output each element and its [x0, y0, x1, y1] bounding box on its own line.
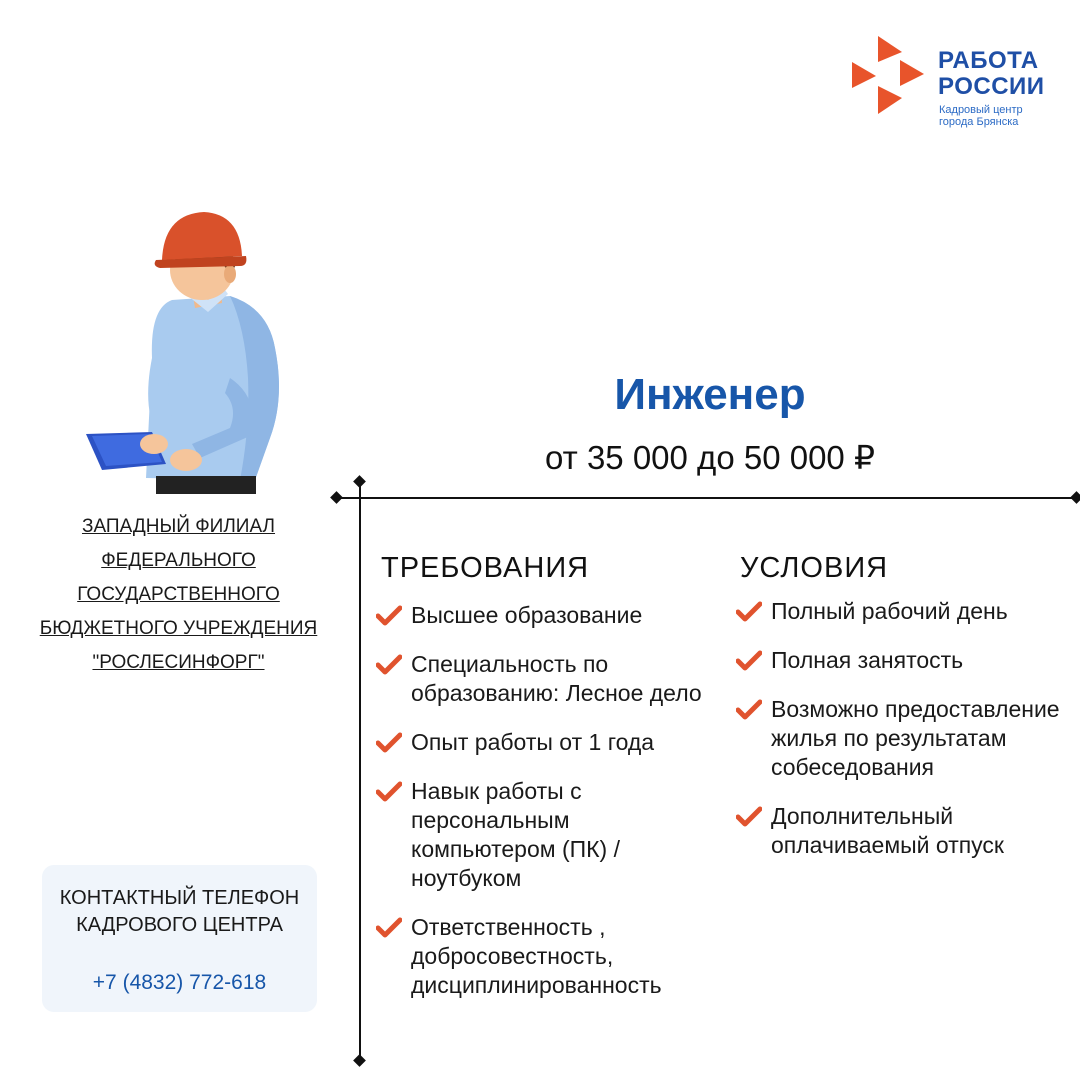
contact-title-line2: КАДРОВОГО ЦЕНТРА	[76, 914, 283, 936]
logo-title	[938, 48, 1045, 100]
condition-text: Полная занятость	[771, 647, 964, 673]
list-item	[376, 913, 716, 1000]
requirement-text: Высшее образование	[411, 602, 643, 628]
requirement-text: Специальность по образованию: Лесное дело	[411, 651, 702, 706]
checkmark-icon	[376, 917, 402, 939]
logo-title-line2: РОССИИ	[938, 73, 1045, 100]
checkmark-icon	[736, 806, 762, 828]
contact-title	[42, 885, 317, 939]
list-item	[736, 802, 1076, 860]
checkmark-icon	[376, 654, 402, 676]
company-line-1: ЗАПАДНЫЙ ФИЛИАЛ	[81, 516, 276, 537]
condition-text: Полный рабочий день	[771, 598, 1008, 624]
checkmark-icon	[376, 781, 402, 803]
divider-diamond-top	[353, 475, 366, 488]
list-item	[736, 695, 1076, 782]
contact-box	[42, 865, 317, 1012]
contact-title-line1: КОНТАКТНЫЙ ТЕЛЕФОН	[59, 887, 300, 909]
checkmark-icon	[736, 650, 762, 672]
logo-subtitle	[939, 104, 1023, 128]
logo-subtitle-line1: Кадровый центр	[939, 104, 1023, 116]
contact-phone[interactable]: +7 (4832) 772-618	[92, 971, 267, 994]
checkmark-icon	[376, 605, 402, 627]
divider-diamond-right	[1070, 491, 1080, 504]
job-title: Инженер	[614, 370, 806, 419]
company-line-4: БЮДЖЕТНОГО УЧРЕЖДЕНИЯ	[39, 618, 318, 639]
engineer-with-tablet-illustration	[80, 208, 300, 503]
company-line-5: "РОСЛЕСИНФОРГ"	[92, 652, 265, 673]
salary-range: от 35 000 до 50 000 ₽	[545, 439, 875, 476]
rabota-rossii-logo-icon	[848, 34, 930, 116]
horizontal-divider	[336, 497, 1080, 499]
requirement-text: Опыт работы от 1 года	[411, 729, 655, 755]
list-item	[376, 650, 716, 708]
requirements-heading: ТРЕБОВАНИЯ	[381, 552, 590, 584]
conditions-heading: УСЛОВИЯ	[740, 552, 889, 584]
divider-diamond-bottom	[353, 1054, 366, 1067]
list-item	[736, 646, 1076, 675]
list-item	[376, 601, 716, 630]
list-item	[376, 777, 716, 893]
requirement-text: Навык работы с персональным компьютером (ПК) / ноутбуком	[411, 778, 620, 891]
conditions-list	[736, 597, 1076, 880]
list-item	[376, 728, 716, 757]
condition-text: Дополнительный оплачиваемый отпуск	[771, 803, 1004, 858]
checkmark-icon	[376, 732, 402, 754]
logo-title-line1: РАБОТА	[938, 47, 1039, 74]
requirement-text: Ответственность , добросовестность, дисциплинированность	[411, 914, 662, 998]
checkmark-icon	[736, 601, 762, 623]
condition-text: Возможно предоставление жилья по результатам собеседования	[771, 696, 1060, 780]
rabota-rossii-logo	[848, 34, 1058, 134]
logo-subtitle-line2: города Брянска	[939, 116, 1019, 128]
company-name	[16, 510, 341, 680]
company-line-3: ГОСУДАРСТВЕННОГО	[77, 584, 280, 605]
divider-diamond-left	[330, 491, 343, 504]
list-item	[736, 597, 1076, 626]
checkmark-icon	[736, 699, 762, 721]
vertical-divider	[359, 480, 361, 1062]
company-line-2: ФЕДЕРАЛЬНОГО	[101, 550, 256, 571]
requirements-list	[376, 601, 716, 1020]
